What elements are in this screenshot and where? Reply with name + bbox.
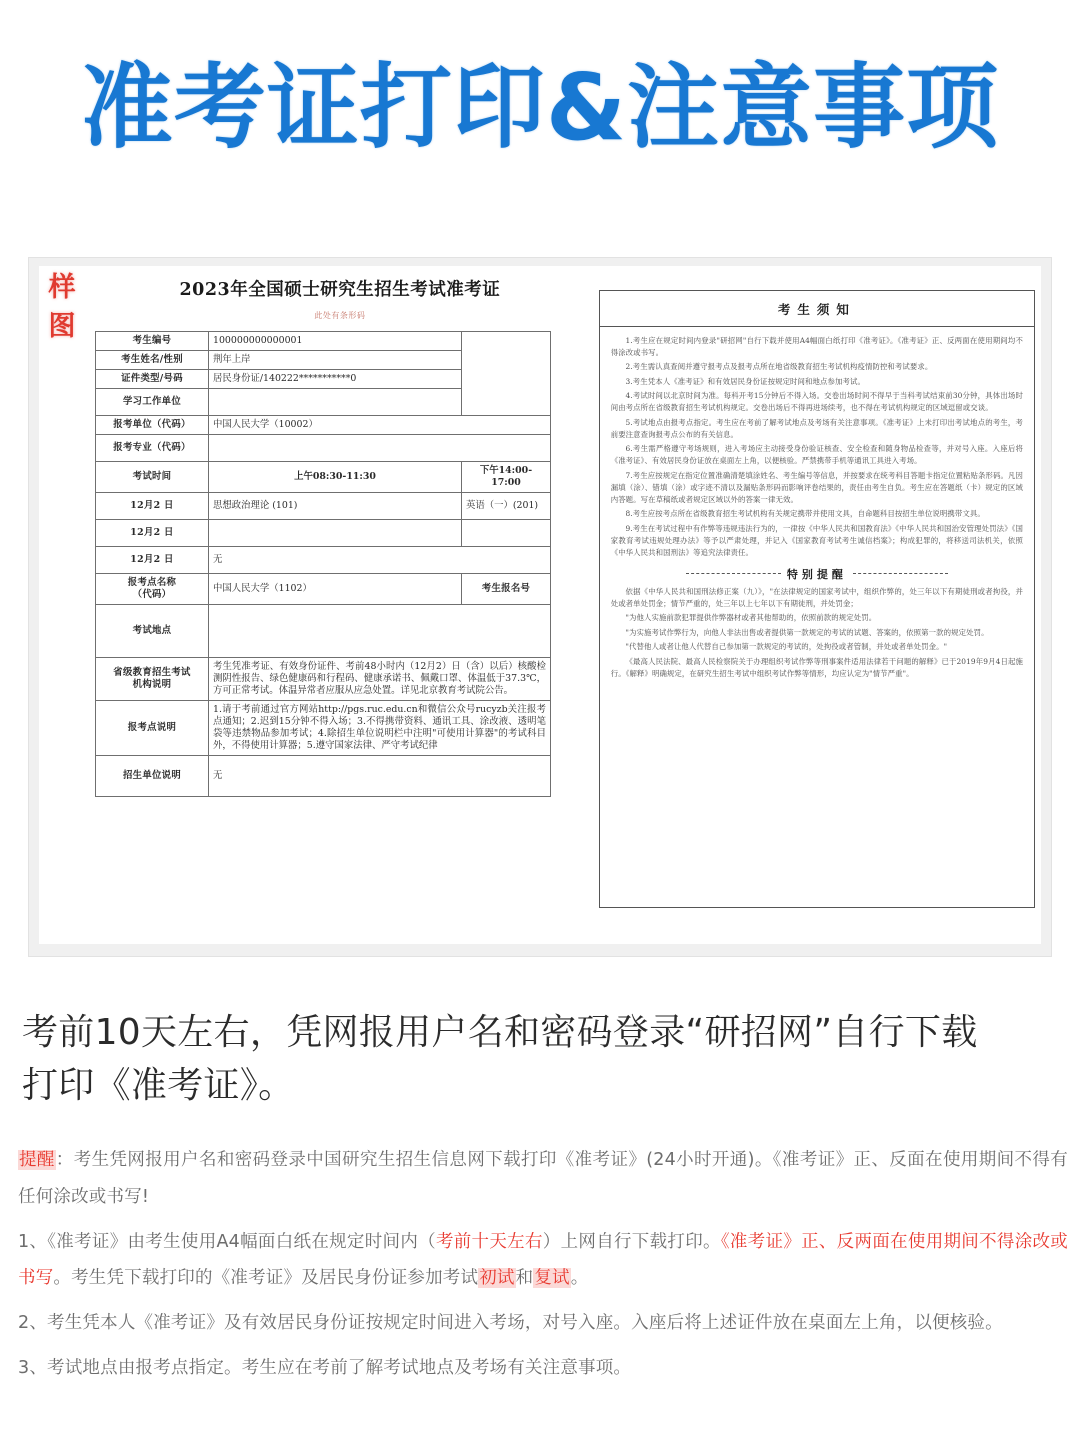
special-item: "代替他人或者让他人代替自己参加第一款规定的考试的，处拘役或者管制，并处或者单处罚金。" [625,642,948,652]
special-reminder-header [611,566,1023,582]
candidate-notice-panel [599,290,1035,908]
note1-highlight-3: 初试 [479,1268,515,1289]
ticket-field-value [209,435,551,462]
exam-subject-morning [209,520,462,547]
ticket-field-label: 报考单位（代码） [96,416,209,435]
table-row [96,332,551,351]
note1-part-a: 1、《准考证》由考生使用A4幅面白纸在规定时间内（ [18,1231,436,1252]
ticket-field-value: 100000000000001 [209,332,462,351]
notice-item: 7.考生应按规定在指定位置准确清楚填涂姓名、考生编号等信息，并按要求在统考科目答题卡指定位置粘贴条形码。凡因漏填（涂）、错填（涂）或字迹不清以及漏贴条形码而影响评卷结果的，责任由考生自负。考生应在答题纸（卡）规定的区域内答题。写在草稿纸或者规定区域以外的答案一律无效。 [610,470,1023,504]
notice-item: 8.考生应按考点所在省级教育招生考试机构有关规定携带并使用文具，自命题科目按招生单位说明携带文具。 [625,509,985,519]
notice-item: 3.考生凭本人《准考证》和有效居民身份证按规定时间和地点参加考试。 [625,376,865,386]
ticket-field-label: 考生编号 [96,332,209,351]
note-item-3: 3、考试地点由报考点指定。考生应在考前了解考试地点及考场有关注意事项。 [18,1357,632,1378]
ticket-field-value [209,389,462,416]
ticket-table [95,331,551,797]
reg-no-label: 考生报名号 [462,574,551,605]
notice-item: 6.考生需严格遵守考场规则，进入考场应主动接受身份验证核查、安全检查和随身物品检查等，并对号入座。入座后将《准考证》、有效居民身份证放在桌面左上角，以便核验。严禁携带手机等通讯工具进入考场。 [610,444,1023,466]
table-row [96,520,551,547]
ticket-field-value: 居民身份证/140222***********0 [209,370,462,389]
special-item: 依据《中华人民共和国刑法修正案（九）》，"在法律规定的国家考试中，组织作弊的，处三年以下有期徒刑或者拘役，并处或者单处罚金；情节严重的，处三年以上七年以下有期徒刑，并处罚金； [610,586,1023,608]
ticket-field-value: 荆年上岸 [209,351,462,370]
ticket-field-value: 中国人民大学（10002） [209,416,551,435]
notice-item: 2.考生需认真查阅并遵守报考点及报考点所在地省级教育招生考试机构疫情防控和考试要求。 [625,362,933,372]
ticket-field-label: 考生姓名/性别 [96,351,209,370]
barcode-note: 此处有条形码 [314,311,366,320]
prov-value: 考生凭准考证、有效身份证件、考前48小时内（12月2）日（含）以后）核酸检测阴性报告、绿色健康码和行程码、健康承诺书、佩戴口罩、体温低于37.3℃，方可正常考试。体温异常者应服从应急处置。详见北京教育考试院公告。 [209,658,551,701]
table-row [96,605,551,658]
notice-body [600,327,1034,688]
note1-highlight-4: 复试 [534,1268,570,1289]
place-value [209,605,551,658]
note1-highlight-2: 《准考证》正、反两面在使用期间不得涂改或书写 [18,1231,1069,1289]
exam-date: 12月2 日 [96,520,209,547]
prov-label-line1: 省级教育招生考试 [113,667,191,679]
site-label [96,574,209,605]
lead-line-1: 考前10天左右，凭网报用户名和密码登录“研招网”自行下载 [22,1012,978,1053]
notice-item: 9.考生在考试过程中有作弊等违规违法行为的，一律按《中华人民共和国教育法》《中华人民共和国治安管理处罚法》《国家教育考试违规处理办法》等予以严肃处理，并记入《国家教育考试考生诚信档案》；构成犯罪的，将移送司法机关，依照《中华人民共和国刑法》等追究法律责任。 [610,523,1023,557]
exam-subject-morning: 思想政治理论 (101) [209,493,462,520]
place-label: 考试地点 [96,605,209,658]
notice-title: 考生须知 [600,291,1034,327]
divider-left [686,573,781,574]
table-row [96,756,551,797]
table-row [96,574,551,605]
note-item-2: 2、考生凭本人《准考证》及有效居民身份证按规定时间进入考场，对号入座。入座后将上述证件放在桌面左上角，以便核验。 [18,1313,1003,1333]
exam-date: 12月2 日 [96,493,209,520]
notes-block [18,1142,1068,1395]
lead-paragraph [22,1006,1062,1113]
exam-subject-afternoon [462,520,551,547]
ticket-field-label: 证件类型/号码 [96,370,209,389]
exam-subject-afternoon: 英语（一）(201) [462,493,551,520]
table-row [96,416,551,435]
divider-right [853,573,948,574]
notice-item: 5.考试地点由报考点指定。考生应在考前了解考试地点及考场有关注意事项。《准考证》上未打印出考试地点的考生，考前要注意查询报考点公布的有关信息。 [610,417,1023,439]
page-title: 准考证打印&注意事项 [80,54,1000,161]
note-item-1 [18,1224,1068,1298]
photo-cell [462,332,551,416]
ticket-field-label: 学习工作单位 [96,389,209,416]
prov-label-line2: 机构说明 [132,679,172,691]
special-item: "为他人实施前款犯罪提供作弊器材或者其他帮助的，依照前款的规定处罚。 [625,613,877,623]
site-value: 中国人民大学（1102） [209,574,462,605]
table-row [96,547,551,574]
exam-time-afternoon: 下午14:00-17:00 [462,462,551,493]
exam-time-label: 考试时间 [96,462,209,493]
notice-item: 1.考生应在规定时间内登录"研招网"自行下载并使用A4幅面白纸打印《准考证》。《准考证》正、反两面在使用期间均不得涂改或书写。 [610,336,1023,357]
exam-date: 12月2 日 [96,547,209,574]
exam-time-morning: 上午08:30-11:30 [209,462,462,493]
site-label-line2: （代码） [132,589,172,601]
table-row [96,701,551,756]
ticket-field-label: 报考专业（代码） [96,435,209,462]
tip-note [18,1142,1068,1216]
note1-part-b: ）上网自行下载打印。 [542,1231,721,1252]
sample-stamp-char-1: 样 [48,272,76,303]
note1-highlight-1: 考前十天左右 [435,1231,543,1252]
prov-label [96,658,209,701]
point-value: 1.请于考前通过官方网站http://pgs.ruc.edu.cn和微信公众号rucyzb关注报考点通知；2.迟到15分钟不得入场；3.不得携带资料、通讯工具、涂改液、透明笔袋等违禁物品参加考试；4.除招生单位说明栏中注明"可使用计算器"的考试科目外，不得使用计算器；5.遵守国家法律、严守考试纪律 [209,701,551,756]
table-row [96,493,551,520]
sample-ticket-card [28,257,1052,957]
tip-badge: 提醒 [19,1150,55,1170]
sample-stamp-char-2: 图 [48,311,76,343]
ticket-title: 2023年全国硕士研究生招生考试准考证 [179,280,501,300]
unit-value: 无 [209,756,551,797]
sample-ticket-card-inner [39,266,1041,944]
tip-text: 考生凭网报用户名和密码登录中国研究生招生信息网下载打印《准考证》(24小时开通)。《准考证》正、反面在使用期间不得有任何涂改或书写! [18,1150,1069,1207]
exam-subject-morning: 无 [209,547,551,574]
lead-line-2: 打印《准考证》。 [22,1065,295,1107]
point-label: 报考点说明 [96,701,209,756]
special-item: 《最高人民法院、最高人民检察院关于办理组织考试作弊等刑事案件适用法律若干问题的解释》已于2019年9月4日起施行。《解释》明确规定，在研究生招生考试中组织考试作弊等情形，均应认定为"情节严重"。 [610,656,1023,678]
sample-stamp [45,268,79,346]
note1-part-d: 和 [515,1268,534,1289]
page-header [0,0,1080,161]
table-row [96,658,551,701]
special-item: "为实施考试作弊行为，向他人非法出售或者提供第一款规定的考试的试题、答案的，依照第一款的规定处罚。 [625,627,989,637]
table-row [96,462,551,493]
admission-ticket [83,266,589,944]
site-label-line1: 报考点名称 [127,577,177,589]
notice-item: 4.考试时间以北京时间为准。每科开考15分钟后不得入场。交卷出场时间不得早于当科考试结束前30分钟，具体出场时间由考点所在省级教育招生考试机构规定。交卷出场后不得再进场续考，也不得在考试机构规定的区域逗留或交谈。 [610,391,1023,413]
note1-part-e: 。 [570,1268,589,1289]
special-reminder-title: 特别提醒 [786,567,847,581]
tip-colon: ： [55,1150,74,1170]
unit-label: 招生单位说明 [96,756,209,797]
note1-part-c: 。考生凭下载打印的《准考证》及居民身份证参加考试 [53,1268,479,1289]
table-row [96,435,551,462]
